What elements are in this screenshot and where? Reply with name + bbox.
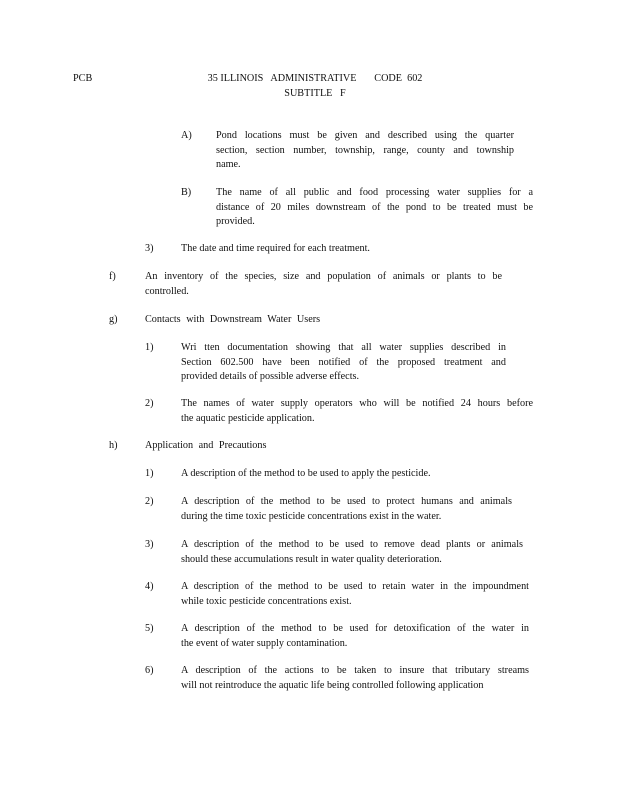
item-label: 5) [145,623,154,634]
item-text [181,397,533,426]
item-label: B) [181,187,192,198]
item-label: 3) [145,539,154,550]
item-text [216,186,533,230]
item-line: A description of the method to be used to apply the pesticide. [181,468,431,479]
item-text [145,439,345,454]
header-title-line-2: SUBTITLE F [284,87,346,99]
item-text [145,270,502,299]
item-line: the aquatic pesticide application. [181,412,315,424]
item-line: distance of 20 miles downstream of the pond to be treated must be [216,201,533,213]
item-line: should these accumulations result in water quality deterioration. [181,553,442,565]
item-line: Wri tten documentation showing that all water supplies described in [181,342,506,353]
item-text [181,495,512,524]
item-text [145,313,365,328]
item-line: A description of the actions to be taken to insure that tributary streams [181,665,529,676]
item-line: provided. [216,216,255,227]
item-line: The names of water supply operators who will be notified 24 hours before [181,398,533,409]
item-line: The name of all public and food processing water supplies for a [216,187,533,198]
item-label: g) [109,314,118,325]
item-label: 3) [145,243,154,254]
item-text [181,622,529,651]
item-label: 4) [145,581,154,592]
item-line: the event of water supply contamination. [181,637,348,649]
item-label: 1) [145,468,154,479]
item-line: Contacts with Downstream Water Users [145,314,321,325]
item-line: will not reintroduce the aquatic life being controlled following application [181,679,484,691]
item-text [181,341,506,385]
item-line: The date and time required for each treatment. [181,243,370,254]
item-line: Application and Precautions [145,440,267,451]
item-line: while toxic pesticide concentrations exist. [181,595,352,607]
item-label: 1) [145,342,154,353]
item-line: A description of the method to be used for detoxification of the water in [181,623,529,634]
item-line: provided details of possible adverse effects. [181,371,360,382]
item-label: A) [181,130,192,141]
item-line: section, section number, township, range, county and township [216,144,514,156]
item-text [216,129,514,173]
item-line: A description of the method to be used to protect humans and animals [181,496,512,507]
header-title-line-1: 35 ILLINOIS ADMINISTRATIVE CODE 602 [207,73,423,84]
item-line: An inventory of the species, size and population of animals or plants to be [145,271,502,282]
item-text [181,467,491,482]
item-line: A description of the method to be used to remove dead plants or animals [181,539,523,550]
item-line: during the time toxic pesticide concentrations exist in the water. [181,510,442,522]
item-line: Pond locations must be given and described using the quarter [216,130,514,141]
item-label: 2) [145,496,154,507]
item-label: h) [109,440,118,451]
item-text [181,580,529,609]
item-line: A description of the method to be used to retain water in the impoundment [181,581,529,592]
item-text [181,538,523,567]
item-line: Section 602.500 have been notified of the proposed treatment and [181,356,506,368]
item-line: controlled. [145,285,189,297]
item-label: 2) [145,398,154,409]
item-text [181,664,529,693]
item-label: 6) [145,665,154,676]
item-label: f) [109,271,116,282]
header-source: PCB [73,73,93,84]
item-text [181,242,441,257]
item-line: name. [216,159,241,170]
header-title [180,72,450,101]
